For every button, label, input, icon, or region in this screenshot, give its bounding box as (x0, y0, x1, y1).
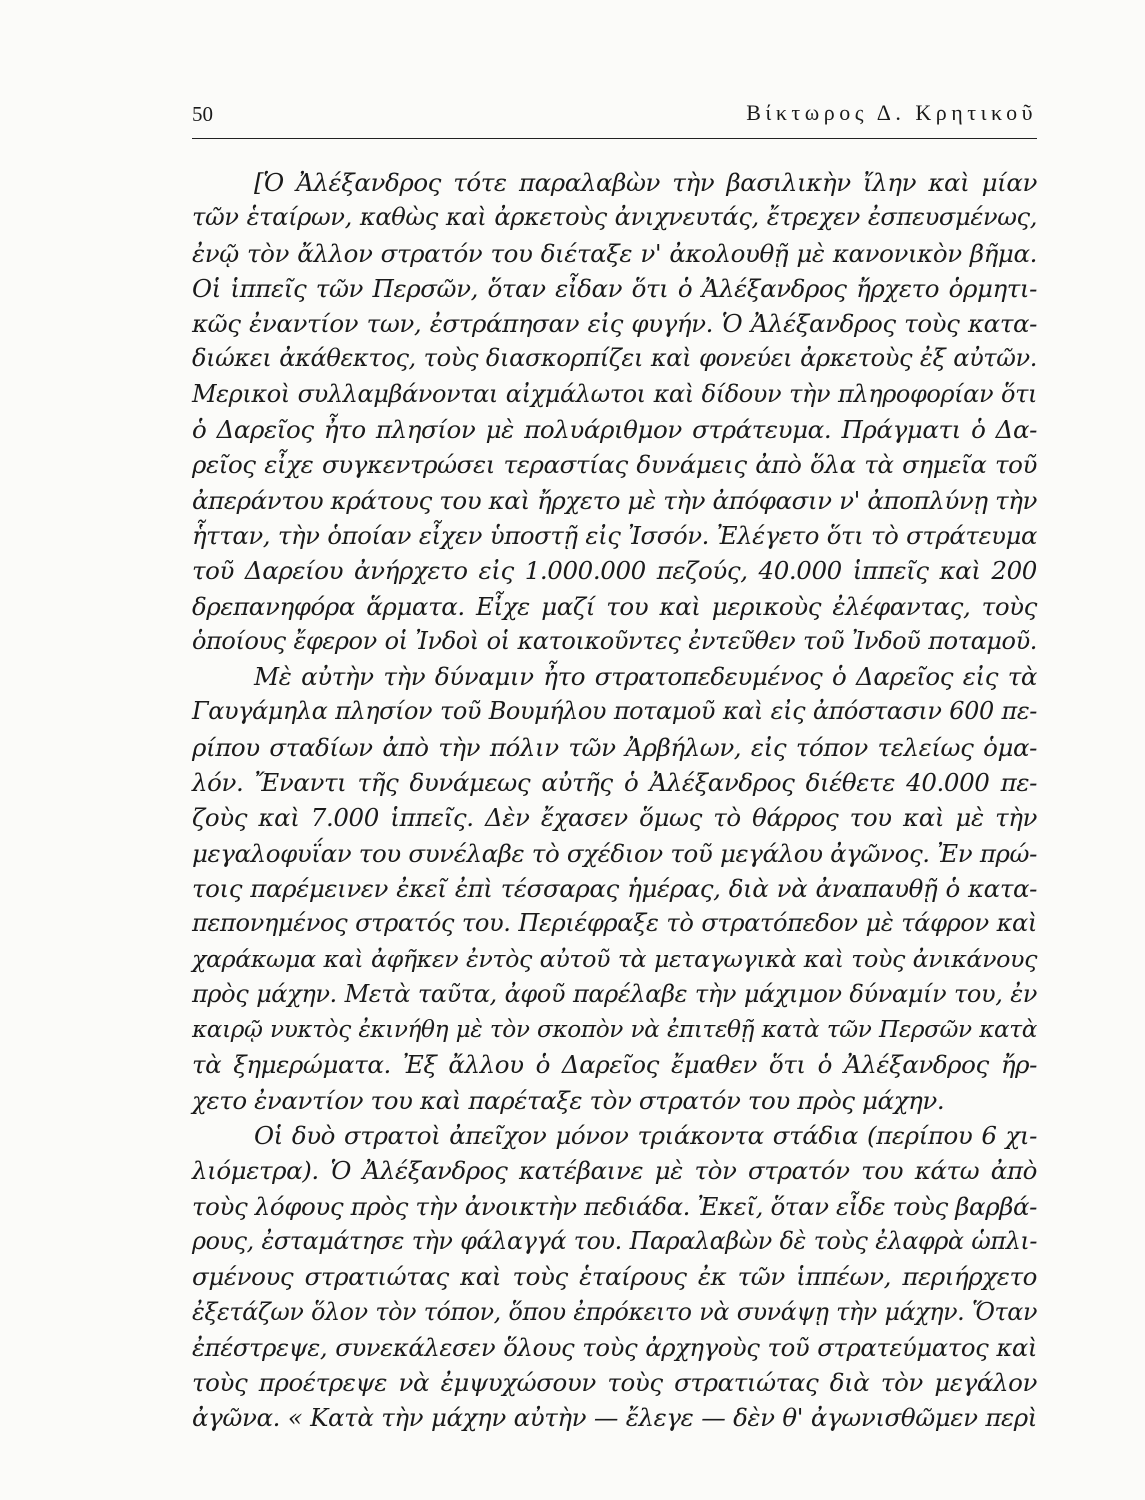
text-line: Γαυγάμηλα πλησίον τοῦ Βουμήλου ποταμοῦ καὶ εἰς ἀπόστασιν 600 πε- (192, 697, 1037, 726)
text-line: ἧτταν, τὴν ὁποίαν εἶχεν ὑποστῇ εἰς Ἰσσόν. Ἐλέγετο ὅτι τὸ στράτευμα (192, 520, 1037, 550)
text-line: τοῦ Δαρείου ἀνήρχετο εἰς 1.000.000 πεζούς, 40.000 ἱππεῖς καὶ 200 (192, 556, 1037, 586)
text-line: Οἱ ἱππεῖς τῶν Περσῶν, ὅταν εἶδαν ὅτι ὁ Ἀλέξανδρος ἤρχετο ὁρμητι- (192, 273, 1037, 303)
text-line: λιόμετρα). Ὁ Ἀλέξανδρος κατέβαινε μὲ τὸν στρατόν του κάτω ἀπὸ (192, 1156, 1037, 1186)
text-line: Μὲ αὐτὴν τὴν δύναμιν ἦτο στρατοπεδευμένος ὁ Δαρεῖος εἰς τὰ (254, 662, 1037, 692)
text-line: Οἱ δυὸ στρατοὶ ἀπεῖχον μόνον τριάκοντα στάδια (περίπου 6 χι- (254, 1121, 1037, 1151)
text-line: [Ὁ Ἀλέξανδρος τότε παραλαβὼν τὴν βασιλικὴν ἴλην καὶ μίαν (254, 168, 1037, 197)
text-line: τὰ ξημερώματα. Ἐξ ἄλλου ὁ Δαρεῖος ἔμαθεν ὅτι ὁ Ἀλέξανδρος ἤρ- (192, 1050, 1037, 1080)
text-line: Μερικοὶ συλλαμβάνονται αἰχμάλωτοι καὶ δίδουν τὴν πληροφορίαν ὅτι (192, 379, 1037, 408)
text-line: ἐξετάζων ὅλον τὸν τόπον, ὅπου ἐπρόκειτο νὰ συνάψῃ τὴν μάχην. Ὅταν (192, 1297, 1037, 1326)
text-line: δρεπανηφόρα ἅρματα. Εἶχε μαζί του καὶ μερικοὺς ἐλέφαντας, τοὺς (192, 591, 1037, 621)
text-line: καιρῷ νυκτὸς ἐκινήθη μὲ τὸν σκοπὸν νὰ ἐπιτεθῇ κατὰ τῶν Περσῶν κατὰ (192, 1016, 1037, 1044)
text-line: πεπονημένος στρατός του. Περιέφραξε τὸ στρατόπεδον μὲ τάφρον καὶ (192, 909, 1037, 938)
text-line: σμένους στρατιώτας καὶ τοὺς ἑταίρους ἐκ τῶν ἱππέων, περιήρχετο (192, 1262, 1037, 1292)
text-line: ἐνῷ τὸν ἄλλον στρατόν του διέταξε ν' ἀκολουθῇ μὲ κανονικὸν βῆμα. (192, 238, 1037, 268)
text-line: χετο ἐναντίον του καὶ παρέταξε τὸν στρατόν του πρὸς μάχην. (192, 1085, 945, 1115)
text-line: ἀπεράντου κράτους του καὶ ἤρχετο μὲ τὴν ἀπόφασιν ν' ἀποπλύνῃ τὴν (192, 485, 1037, 515)
text-line: τοὺς λόφους πρὸς τὴν ἀνοικτὴν πεδιάδα. Ἐκεῖ, ὅταν εἶδε τοὺς βαρβά- (192, 1191, 1037, 1221)
page-header (192, 100, 1037, 132)
page-number: 50 (192, 102, 213, 126)
text-line: ρους, ἐσταμάτησε τὴν φάλαγγά του. Παραλαβὼν δὲ τοὺς ἐλαφρὰ ὡπλι- (192, 1226, 1037, 1255)
body-text (192, 165, 1037, 1436)
text-line: κῶς ἐναντίον των, ἐστράπησαν εἰς φυγήν. Ὁ Ἀλέξανδρος τοὺς κατα- (192, 309, 1037, 339)
text-line: λόν. Ἔναντι τῆς δυνάμεως αὐτῆς ὁ Ἀλέξανδρος διέθετε 40.000 πε- (192, 768, 1037, 798)
text-line: τῶν ἑταίρων, καθὼς καὶ ἀρκετοὺς ἀνιχνευτάς, ἔτρεχεν ἐσπευσμένως, (192, 203, 1037, 232)
text-line: ἐπέστρεψε, συνεκάλεσεν ὅλους τοὺς ἀρχηγοὺς τοῦ στρατεύματος καὶ (192, 1332, 1037, 1362)
text-line: τοὺς προέτρεψε νὰ ἐμψυχώσουν τοὺς στρατιώτας διὰ τὸν μεγάλον (192, 1368, 1037, 1398)
text-line: ὁποίους ἔφερον οἱ Ἰνδοὶ οἱ κατοικοῦντες ἐντεῦθεν τοῦ Ἰνδοῦ ποταμοῦ. (192, 626, 1037, 655)
text-line: ὁ Δαρεῖος ἦτο πλησίον μὲ πολυάριθμον στράτευμα. Πράγματι ὁ Δα- (192, 415, 1037, 445)
text-line: διώκει ἀκάθεκτος, τοὺς διασκορπίζει καὶ φονεύει ἀρκετοὺς ἐξ αὐτῶν. (192, 344, 1037, 373)
header-rule (192, 138, 1037, 139)
text-line: ρίπου σταδίων ἀπὸ τὴν πόλιν τῶν Ἀρβήλων, εἰς τόπον τελείως ὁμα- (192, 732, 1037, 762)
text-line: ρεῖος εἶχε συγκεντρώσει τεραστίας δυνάμεις ἀπὸ ὅλα τὰ σημεῖα τοῦ (192, 450, 1037, 480)
text-line: τοις παρέμεινεν ἐκεῖ ἐπὶ τέσσαρας ἡμέρας, διὰ νὰ ἀναπαυθῇ ὁ κατα- (192, 873, 1037, 903)
text-line: χαράκωμα καὶ ἀφῆκεν ἐντὸς αὐτοῦ τὰ μεταγωγικὰ καὶ τοὺς ἀνικάνους (192, 944, 1037, 973)
running-head: Βίκτωρος Δ. Κρητικοῦ (746, 100, 1037, 125)
text-line: μεγαλοφυΐαν του συνέλαβε τὸ σχέδιον τοῦ μεγάλου ἀγῶνος. Ἐν πρώ- (192, 838, 1037, 868)
text-line: πρὸς μάχην. Μετὰ ταῦτα, ἀφοῦ παρέλαβε τὴν μάχιμον δύναμίν του, ἐν (192, 979, 1037, 1008)
text-line: ζοὺς καὶ 7.000 ἱππεῖς. Δὲν ἔχασεν ὅμως τὸ θάρρος του καὶ μὲ τὴν (192, 803, 1037, 833)
text-line: ἀγῶνα. « Κατὰ τὴν μάχην αὐτὴν — ἔλεγε — δὲν θ' ἀγωνισθῶμεν περὶ (192, 1403, 1037, 1433)
